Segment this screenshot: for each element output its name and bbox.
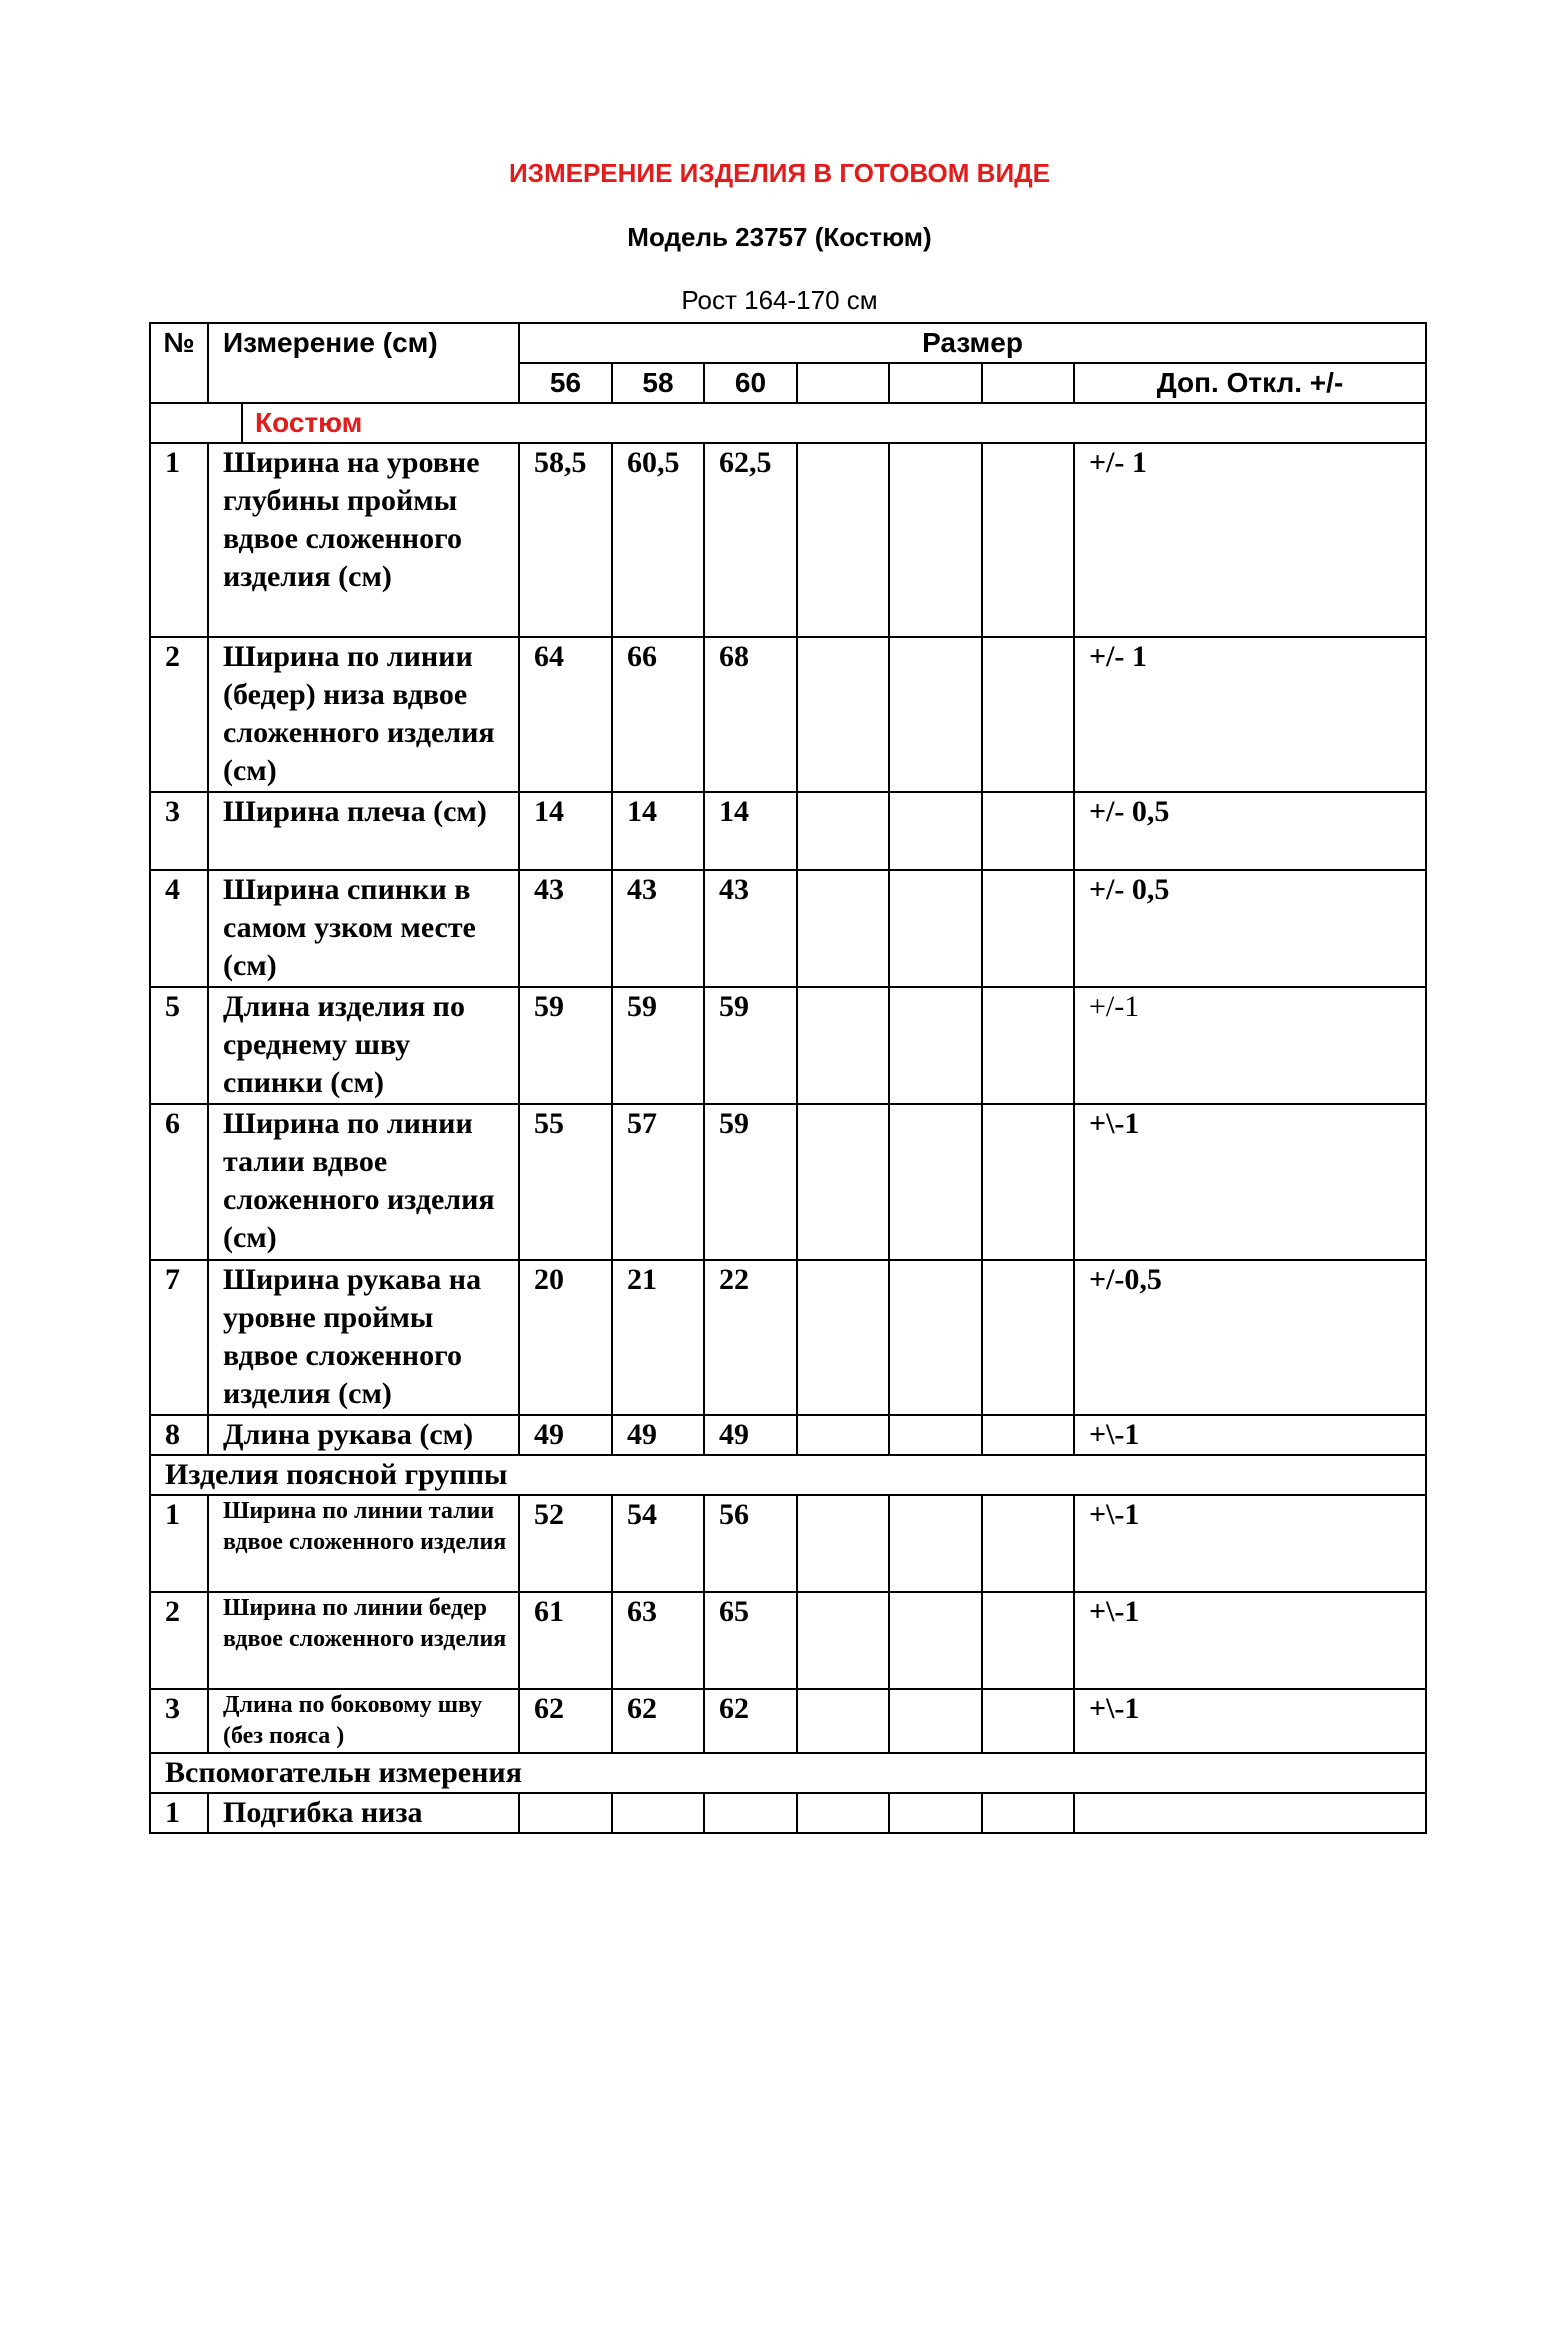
row-tolerance: +/- 1: [1074, 443, 1426, 637]
table-row: [150, 1495, 1426, 1592]
row-measure: Ширина рукава на уровне проймы вдвое сложенного изделия (см): [208, 1260, 519, 1415]
row-number: 4: [150, 870, 208, 987]
row-value: 49: [612, 1415, 704, 1455]
size-col: [797, 363, 889, 403]
row-tolerance: +\-1: [1074, 1415, 1426, 1455]
row-value: 14: [704, 792, 797, 870]
row-value: [519, 1793, 612, 1833]
row-value: 54: [612, 1495, 704, 1592]
section-label-auxiliary: Вспомогательн измерения: [150, 1753, 1426, 1793]
row-value: 62: [704, 1689, 797, 1753]
row-value: 43: [612, 870, 704, 987]
row-tolerance: +\-1: [1074, 1104, 1426, 1260]
row-value: 56: [704, 1495, 797, 1592]
row-number: 6: [150, 1104, 208, 1260]
document-title: ИЗМЕРЕНИЕ ИЗДЕЛИЯ В ГОТОВОМ ВИДЕ: [508, 158, 1050, 188]
row-tolerance: +\-1: [1074, 1689, 1426, 1753]
row-value: 59: [612, 987, 704, 1104]
row-tolerance: +/- 0,5: [1074, 792, 1426, 870]
size-col: [982, 363, 1074, 403]
row-tolerance: +\-1: [1074, 1495, 1426, 1592]
row-measure: Ширина по линии бедер вдвое сложенного изделия: [208, 1592, 519, 1689]
row-measure: Ширина спинки в самом узком месте (см): [208, 870, 519, 987]
row-measure: Длина по боковому шву (без пояса ): [208, 1689, 519, 1753]
row-measure: Длина рукава (см): [208, 1415, 519, 1455]
row-tolerance: +/- 1: [1074, 637, 1426, 792]
row-number: 3: [150, 792, 208, 870]
row-value: [704, 1793, 797, 1833]
row-value: 63: [612, 1592, 704, 1689]
row-measure: Ширина по линии талии вдвое сложенного изделия (см): [208, 1104, 519, 1260]
row-tolerance: +/- 0,5: [1074, 870, 1426, 987]
row-value: [612, 1793, 704, 1833]
row-value: 43: [519, 870, 612, 987]
row-value: 55: [519, 1104, 612, 1260]
row-value: 49: [704, 1415, 797, 1455]
size-col: [889, 363, 982, 403]
table-row: [150, 870, 1426, 987]
row-value: 14: [519, 792, 612, 870]
row-tolerance: +/-1: [1074, 987, 1426, 1104]
row-measure: Ширина по линии (бедер) низа вдвое сложенного изделия (см): [208, 637, 519, 792]
table-row: [150, 1260, 1426, 1415]
table-row: [150, 792, 1426, 870]
row-value: 22: [704, 1260, 797, 1415]
row-value: 62: [612, 1689, 704, 1753]
size-col: 56: [519, 363, 612, 403]
row-value: 68: [704, 637, 797, 792]
row-value: 65: [704, 1592, 797, 1689]
section-row: [150, 1455, 1426, 1495]
row-value: 49: [519, 1415, 612, 1455]
row-measure: Ширина плеча (см): [208, 792, 519, 870]
table-header-row: [150, 323, 1426, 363]
section-row: [150, 1753, 1426, 1793]
row-value: 62: [519, 1689, 612, 1753]
height-range: Рост 164-170 см: [681, 285, 878, 315]
row-number: 3: [150, 1689, 208, 1753]
row-number: 5: [150, 987, 208, 1104]
row-number: 8: [150, 1415, 208, 1455]
row-value: 14: [612, 792, 704, 870]
row-tolerance: +\-1: [1074, 1592, 1426, 1689]
table-row: [150, 443, 1426, 637]
section-row: [150, 403, 1426, 443]
header-size: Размер: [519, 323, 1426, 363]
row-number: 1: [150, 443, 208, 637]
row-value: 64: [519, 637, 612, 792]
row-number: 2: [150, 637, 208, 792]
row-value: 62,5: [704, 443, 797, 637]
row-number: 7: [150, 1260, 208, 1415]
row-measure: Подгибка низа: [208, 1793, 519, 1833]
header-measure: Измерение (см): [208, 323, 519, 403]
row-value: 59: [519, 987, 612, 1104]
table-row: [150, 1689, 1426, 1753]
header-no: №: [150, 323, 208, 403]
measurement-table: [149, 322, 1427, 1834]
row-measure: Ширина на уровне глубины проймы вдвое сложенного изделия (см): [208, 443, 519, 637]
table-row: [150, 1104, 1426, 1260]
row-number: 1: [150, 1793, 208, 1833]
header-tolerance: Доп. Откл. +/-: [1074, 363, 1426, 403]
row-value: 43: [704, 870, 797, 987]
row-value: 59: [704, 987, 797, 1104]
row-value: 57: [612, 1104, 704, 1260]
model-name: Модель 23757 (Костюм): [627, 222, 932, 252]
row-value: 58,5: [519, 443, 612, 637]
table-row: [150, 637, 1426, 792]
section-label-suit: Костюм: [242, 403, 1426, 443]
size-col: 58: [612, 363, 704, 403]
row-value: 20: [519, 1260, 612, 1415]
table-row: [150, 1793, 1426, 1833]
section-label-waist-group: Изделия поясной группы: [150, 1455, 1426, 1495]
row-tolerance: +/-0,5: [1074, 1260, 1426, 1415]
table-row: [150, 1592, 1426, 1689]
table-row: [150, 987, 1426, 1104]
row-number: 1: [150, 1495, 208, 1592]
row-value: 59: [704, 1104, 797, 1260]
row-value: 52: [519, 1495, 612, 1592]
row-value: 66: [612, 637, 704, 792]
row-number: 2: [150, 1592, 208, 1689]
size-col: 60: [704, 363, 797, 403]
table-row: [150, 1415, 1426, 1455]
row-value: 61: [519, 1592, 612, 1689]
row-value: 60,5: [612, 443, 704, 637]
row-tolerance: [1074, 1793, 1426, 1833]
row-measure: Ширина по линии талии вдвое сложенного изделия: [208, 1495, 519, 1592]
row-value: 21: [612, 1260, 704, 1415]
row-measure: Длина изделия по среднему шву спинки (см): [208, 987, 519, 1104]
